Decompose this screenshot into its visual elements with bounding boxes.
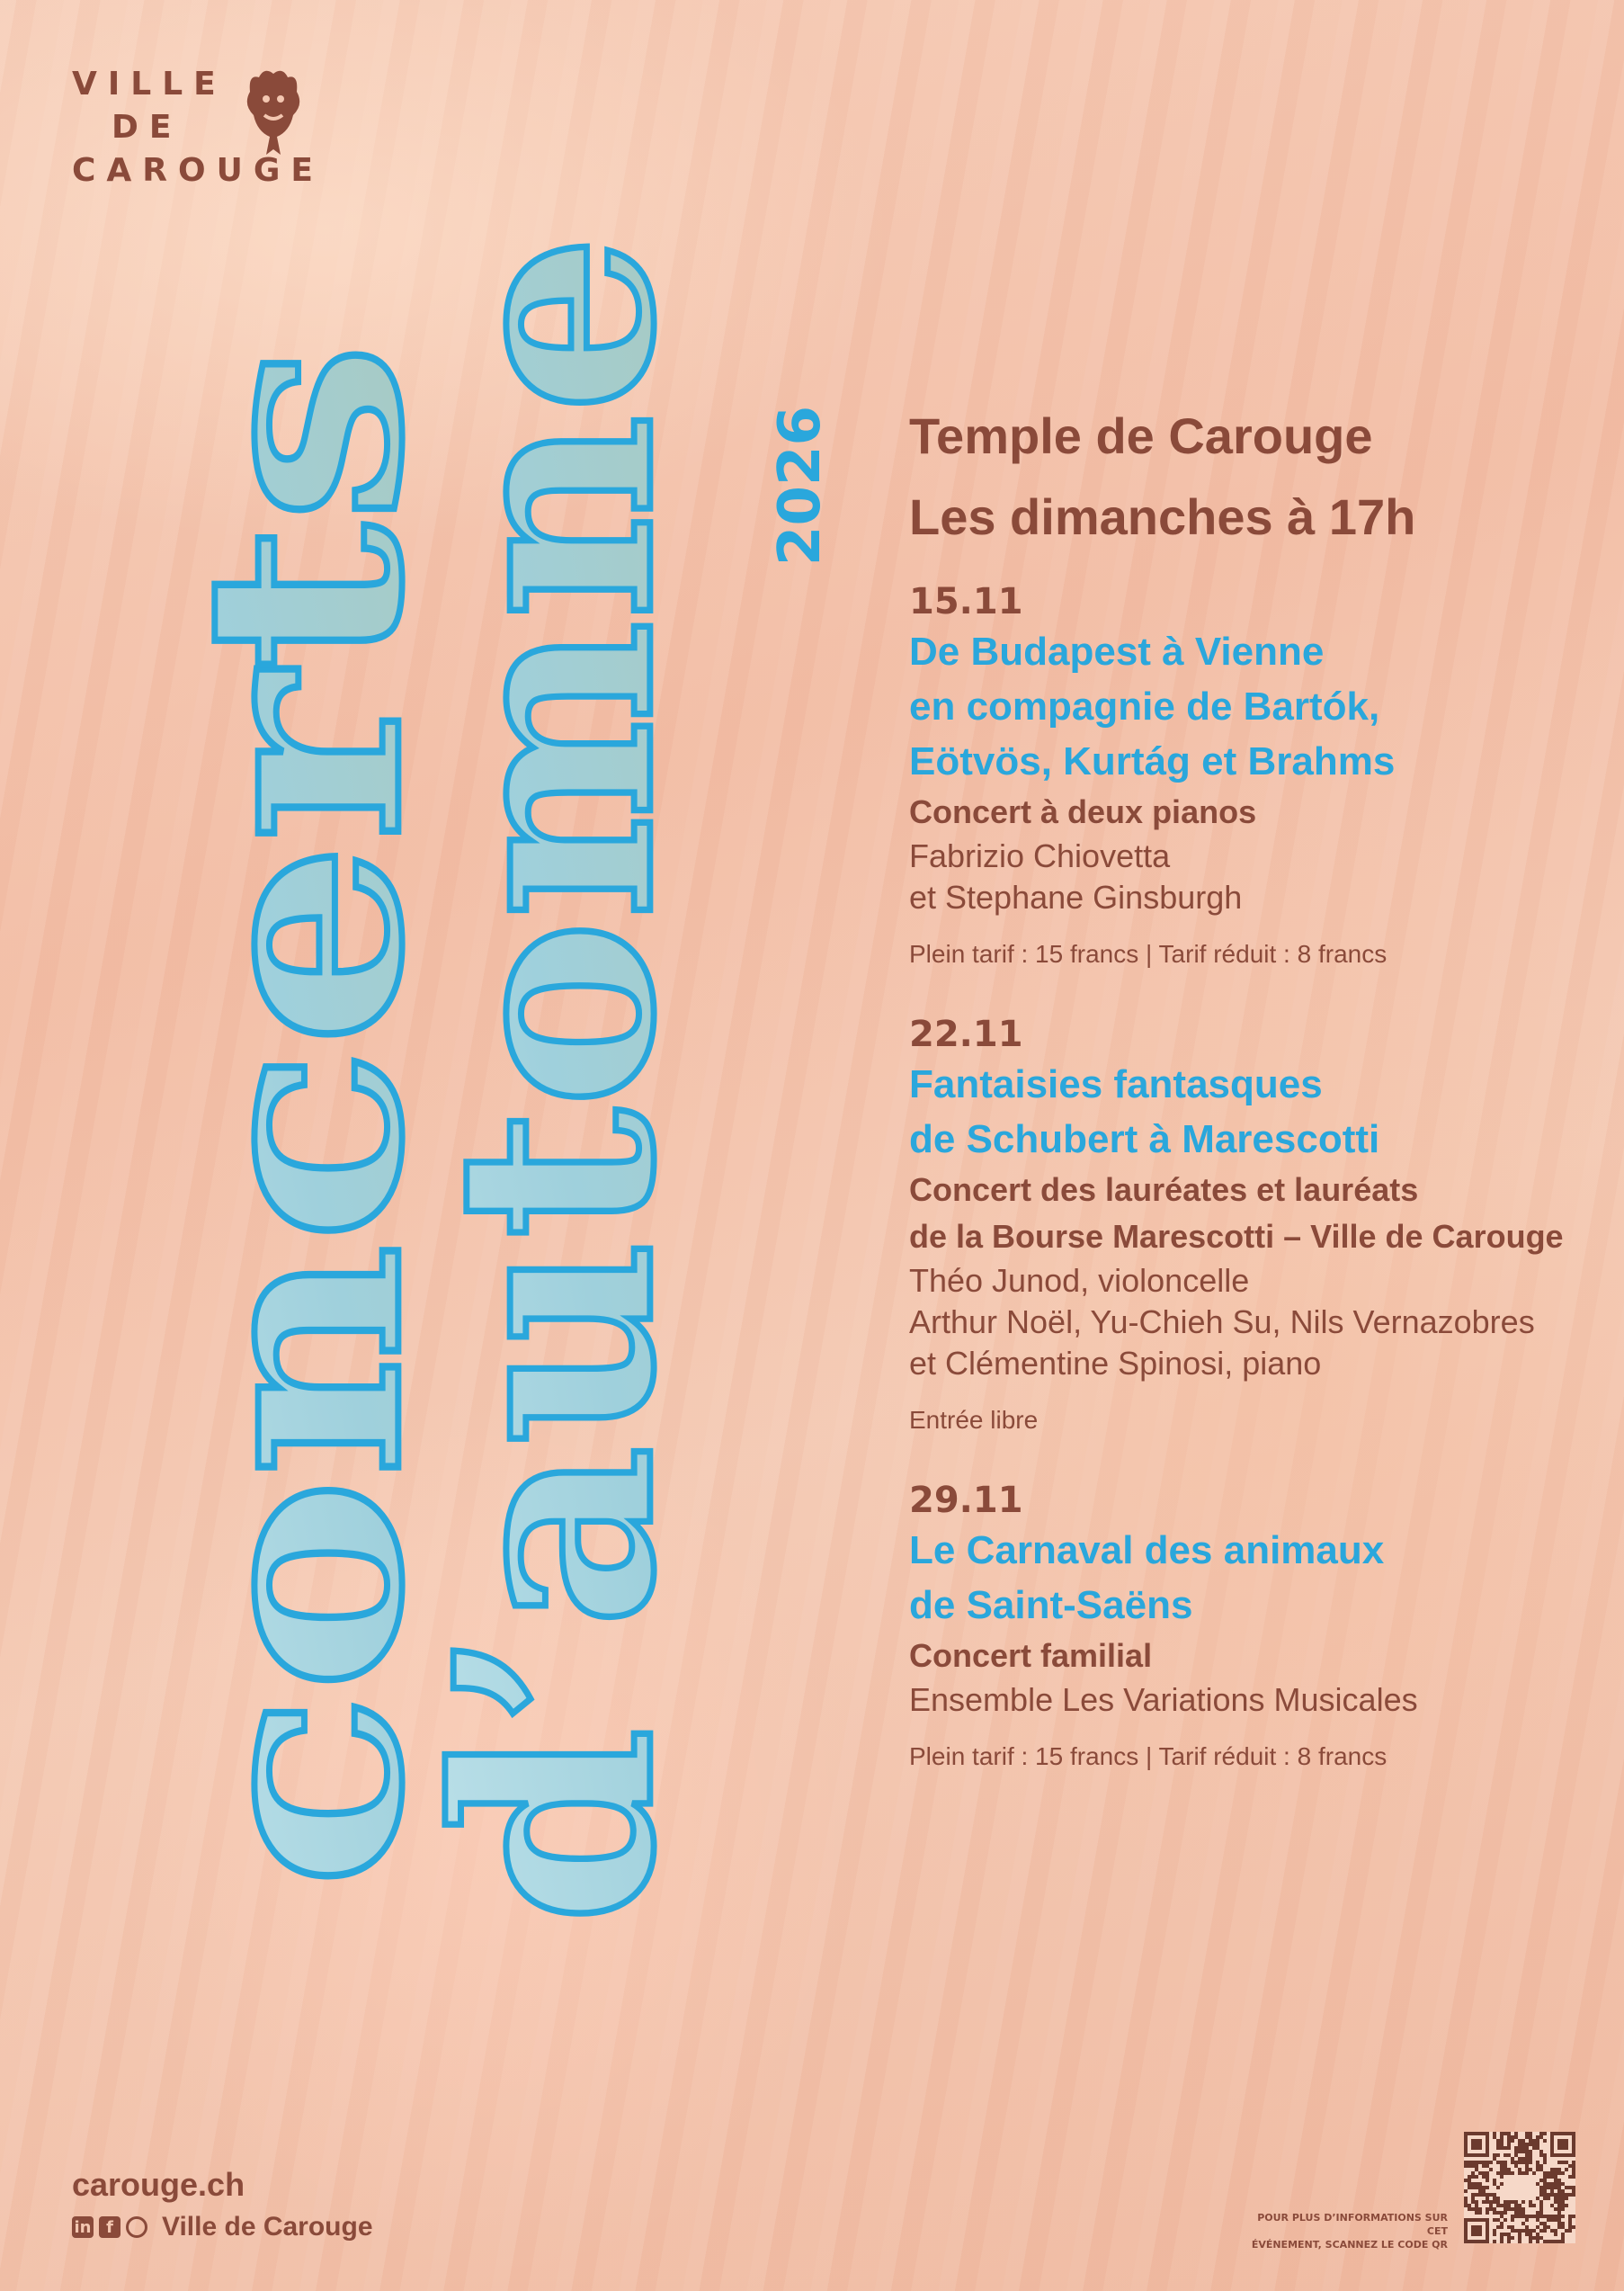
event-1 <box>909 579 1593 972</box>
event-date: 29.11 <box>909 1480 1023 1521</box>
qr-code-icon[interactable] <box>1464 2132 1575 2243</box>
event-title-line: Le Carnaval des animaux <box>909 1528 1385 1572</box>
logo-line-de: DE <box>112 109 183 146</box>
logo-line-carouge: CAROUGE <box>72 152 324 189</box>
linkedin-icon[interactable]: in <box>72 2216 94 2238</box>
event-3 <box>909 1478 1593 1775</box>
event-performer: Arthur Noël, Yu-Chieh Su, Nils Vernazobres <box>909 1303 1535 1340</box>
event-date: 15.11 <box>909 581 1023 622</box>
event-price: Plein tarif : 15 francs | Tarif réduit : 8 francs <box>909 1742 1388 1770</box>
venue-line: Temple de Carouge <box>909 407 1373 464</box>
instagram-icon[interactable] <box>126 2216 147 2238</box>
year-label: 2026 <box>767 405 834 567</box>
event-title-line: en compagnie de Bartók, <box>909 685 1380 729</box>
qr-instructions: POUR PLUS D’INFORMATIONS SUR CET ÉVÉNEMENT, SCANNEZ LE CODE QR <box>1251 2212 1448 2251</box>
event-performer: et Stephane Ginsburgh <box>909 879 1243 916</box>
event-subtitle: Concert des lauréates et lauréats <box>909 1171 1419 1208</box>
event-performer: Théo Junod, violoncelle <box>909 1262 1250 1299</box>
event-title-line: de Schubert à Marescotti <box>909 1117 1380 1161</box>
facebook-icon[interactable]: f <box>99 2216 120 2238</box>
website-link[interactable]: carouge.ch <box>72 2166 245 2203</box>
event-title-line: Fantaisies fantasques <box>909 1062 1323 1106</box>
event-title-line: Eötvös, Kurtág et Brahms <box>909 739 1396 783</box>
event-price: Entrée libre <box>909 1406 1039 1434</box>
event-title-line: de Saint-Saëns <box>909 1583 1193 1627</box>
event-date: 22.11 <box>909 1014 1023 1055</box>
poster-title-svg <box>126 216 710 2015</box>
event-price: Plein tarif : 15 francs | Tarif réduit : 8 francs <box>909 940 1388 968</box>
event-performer: et Clémentine Spinosi, piano <box>909 1345 1322 1382</box>
event-subtitle: Concert à deux pianos <box>909 793 1257 830</box>
event-title-line: De Budapest à Vienne <box>909 630 1325 674</box>
event-performer: Fabrizio Chiovetta <box>909 837 1171 874</box>
poster-title-line-1: concerts <box>144 594 462 1889</box>
social-account-name: Ville de Carouge <box>162 2212 373 2242</box>
program-info <box>909 396 1593 1775</box>
footer <box>72 2163 373 2242</box>
event-subtitle: de la Bourse Marescotti – Ville de Carouge <box>909 1218 1564 1255</box>
event-performer: Ensemble Les Variations Musicales <box>909 1681 1418 1718</box>
poster-title-line-2: d’automne <box>396 313 710 1925</box>
lion-emblem-icon <box>241 65 306 164</box>
logo-line-ville: VILLE <box>72 66 227 103</box>
schedule-line: Les dimanches à 17h <box>909 488 1416 545</box>
poster-title-painted <box>126 216 710 2015</box>
event-subtitle: Concert familial <box>909 1637 1153 1674</box>
event-2 <box>909 1012 1593 1438</box>
social-links <box>72 2212 373 2242</box>
